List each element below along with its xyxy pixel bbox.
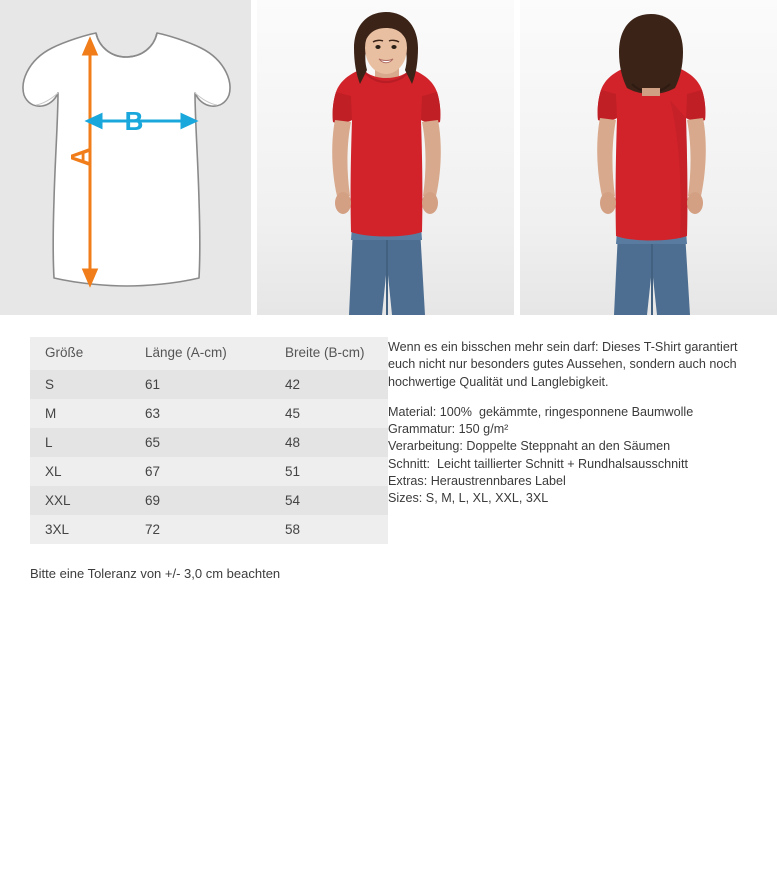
spec-material: Material: 100% gekämmte, ringesponnene Baumwolle [388, 404, 694, 419]
table-row [30, 457, 388, 486]
table-row [30, 428, 388, 457]
cell-width: 54 [285, 493, 301, 508]
tolerance-note: Bitte eine Toleranz von +/- 3,0 cm beachten [30, 566, 281, 581]
cell-length: 67 [145, 464, 161, 479]
description-intro: Wenn es ein bisschen mehr sein darf: Dieses T-Shirt garantiert euch nicht nur besonders gutes Aussehen, sondern auch noch hochwertige Qualität und Langlebigkeit. [388, 340, 738, 389]
cell-length: 69 [145, 493, 161, 508]
label-a: A [65, 147, 95, 167]
spec-weight: Grammatur: 150 g/m² [388, 422, 509, 436]
spec-processing: Verarbeitung: Doppelte Steppnaht an den Säumen [388, 439, 671, 454]
cell-size: XL [45, 464, 62, 479]
cell-length: 61 [145, 377, 161, 392]
size-table-body [30, 370, 388, 544]
spec-sizes: Sizes: S, M, L, XL, XXL, 3XL [388, 491, 549, 505]
product-images-row [0, 0, 777, 315]
product-description [388, 337, 777, 544]
label-b: B [124, 106, 144, 136]
spec-cut: Schnitt: Leicht taillierter Schnitt + Rundhalsausschnitt [388, 456, 688, 471]
size-table-column [0, 337, 388, 544]
table-header-row [30, 337, 388, 370]
spacer [388, 391, 757, 404]
cell-length: 65 [145, 435, 161, 450]
cell-width: 42 [285, 377, 301, 392]
cell-size: 3XL [45, 522, 70, 537]
model-back-photo [520, 0, 777, 315]
details-section [0, 315, 777, 544]
cell-size: S [45, 377, 55, 392]
cell-width: 45 [285, 406, 301, 421]
table-row [30, 370, 388, 399]
model-front-illustration [257, 0, 514, 315]
spec-extras: Extras: Heraustrennbares Label [388, 473, 566, 488]
model-back-illustration [520, 0, 777, 315]
cell-length: 72 [145, 522, 161, 537]
header-size: Größe [45, 345, 84, 360]
cell-width: 58 [285, 522, 301, 537]
header-length: Länge (A-cm) [145, 345, 227, 360]
model-front-photo [257, 0, 514, 315]
size-table-head [30, 337, 388, 370]
cell-size: XXL [45, 493, 71, 508]
cell-width: 51 [285, 464, 301, 479]
table-row [30, 515, 388, 544]
cell-length: 63 [145, 406, 161, 421]
size-table [30, 337, 388, 544]
table-row [30, 486, 388, 515]
size-diagram [0, 0, 251, 315]
cell-width: 48 [285, 435, 301, 450]
cell-size: M [45, 406, 57, 421]
table-row [30, 399, 388, 428]
cell-size: L [45, 435, 53, 450]
tshirt-outline-icon [0, 0, 251, 315]
header-width: Breite (B-cm) [285, 345, 365, 360]
